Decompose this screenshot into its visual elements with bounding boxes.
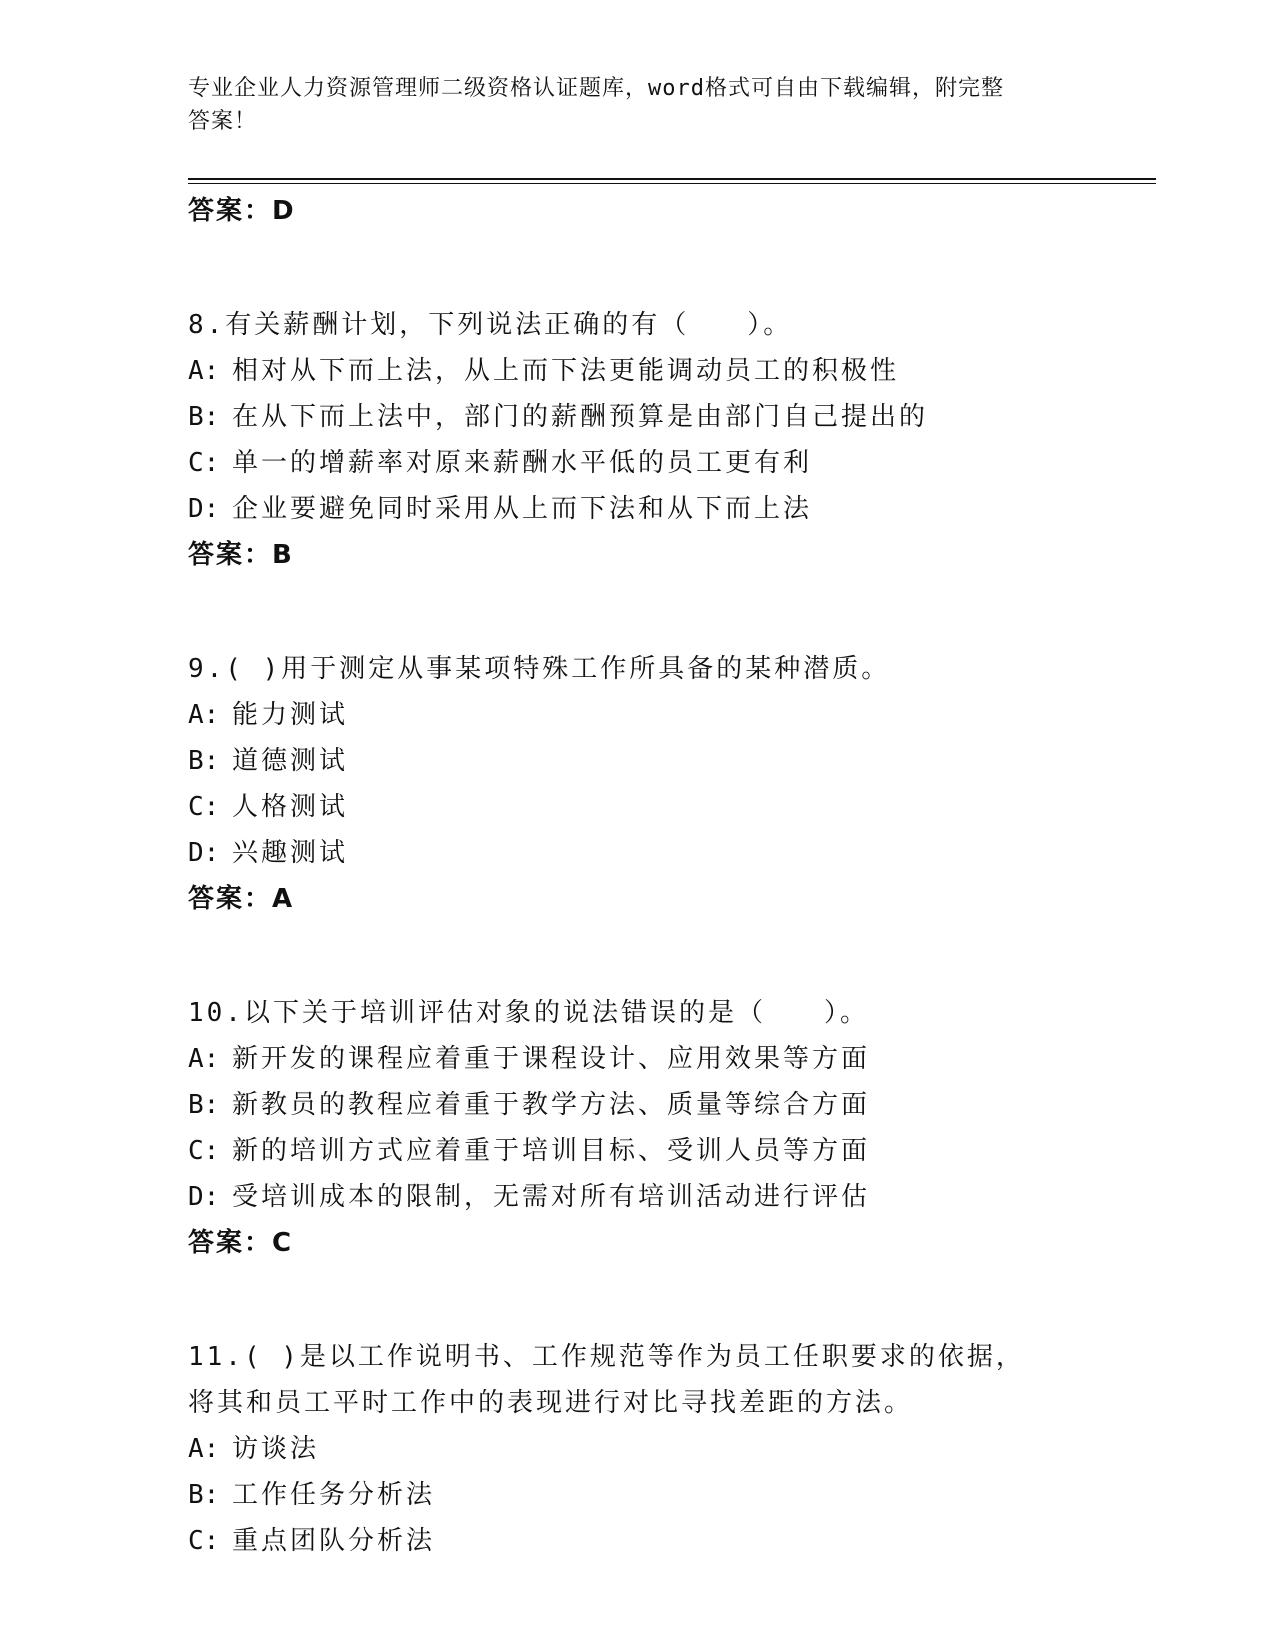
option-letter: A: — [188, 356, 220, 386]
option-letter: B: — [188, 402, 220, 432]
option-text: 在从下而上法中，部门的薪酬预算是由部门自己提出的 — [232, 402, 929, 432]
option-letter: B: — [188, 1480, 220, 1510]
option-text: 受培训成本的限制，无需对所有培训活动进行评估 — [232, 1182, 871, 1212]
option-text: 新的培训方式应着重于培训目标、受训人员等方面 — [232, 1136, 871, 1166]
option-letter: C: — [188, 1526, 220, 1556]
option-letter: D: — [188, 838, 220, 868]
question-stem: 11.( )是以工作说明书、工作规范等作为员工任职要求的依据，将其和员工平时工作中的表现进行对比寻找差距的方法。 — [188, 1342, 1025, 1418]
option-letter: B: — [188, 746, 220, 776]
header-rule-thin — [188, 183, 1156, 184]
option-c — [188, 1518, 1088, 1564]
option-letter: C: — [188, 448, 220, 478]
header-line-1: 专业企业人力资源管理师二级资格认证题库，word格式可自由下载编辑，附完整 — [188, 76, 1004, 101]
answer-line: 答案：C — [188, 1228, 294, 1258]
option-text: 工作任务分析法 — [232, 1480, 436, 1510]
option-letter: C: — [188, 792, 220, 822]
option-d — [188, 486, 1088, 532]
option-c — [188, 440, 1088, 486]
option-letter: B: — [188, 1090, 220, 1120]
option-b — [188, 1472, 1088, 1518]
option-b — [188, 394, 1088, 440]
document-header — [188, 72, 1068, 138]
question-block — [188, 1334, 1088, 1564]
header-rule-thick — [188, 178, 1156, 180]
option-b — [188, 738, 1088, 784]
option-text: 新开发的课程应着重于课程设计、应用效果等方面 — [232, 1044, 871, 1074]
option-text: 单一的增薪率对原来薪酬水平低的员工更有利 — [232, 448, 813, 478]
question-block — [188, 990, 1088, 1266]
option-text: 相对从下而上法，从上而下法更能调动员工的积极性 — [232, 356, 900, 386]
option-text: 道德测试 — [232, 746, 349, 776]
option-letter: C: — [188, 1136, 220, 1166]
option-letter: A: — [188, 1434, 220, 1464]
answer-line: 答案：A — [188, 884, 295, 914]
option-letter: A: — [188, 700, 220, 730]
option-text: 新教员的教程应着重于教学方法、质量等综合方面 — [232, 1090, 871, 1120]
answer-line: 答案：D — [188, 196, 296, 226]
question-stem: 9.( )用于测定从事某项特殊工作所具备的某种潜质。 — [188, 654, 891, 684]
option-text: 企业要避免同时采用从上而下法和从下而上法 — [232, 494, 813, 524]
option-text: 重点团队分析法 — [232, 1526, 436, 1556]
option-a — [188, 1036, 1088, 1082]
question-block — [188, 302, 1088, 578]
question-block — [188, 646, 1088, 922]
option-d — [188, 830, 1088, 876]
option-letter: A: — [188, 1044, 220, 1074]
option-d — [188, 1174, 1088, 1220]
question-stem: 8.有关薪酬计划，下列说法正确的有（ ）。 — [188, 310, 793, 340]
header-line-2: 答案！ — [188, 109, 258, 134]
option-letter: D: — [188, 1182, 220, 1212]
option-a — [188, 692, 1088, 738]
option-letter: D: — [188, 494, 220, 524]
option-text: 访谈法 — [232, 1434, 320, 1464]
option-text: 能力测试 — [232, 700, 349, 730]
question-list — [188, 188, 1088, 1564]
option-text: 兴趣测试 — [232, 838, 349, 868]
answer-line: 答案：B — [188, 540, 294, 570]
option-a — [188, 1426, 1088, 1472]
option-c — [188, 784, 1088, 830]
option-text: 人格测试 — [232, 792, 349, 822]
option-c — [188, 1128, 1088, 1174]
option-a — [188, 348, 1088, 394]
option-b — [188, 1082, 1088, 1128]
question-stem: 10.以下关于培训评估对象的说法错误的是（ ）。 — [188, 998, 869, 1028]
